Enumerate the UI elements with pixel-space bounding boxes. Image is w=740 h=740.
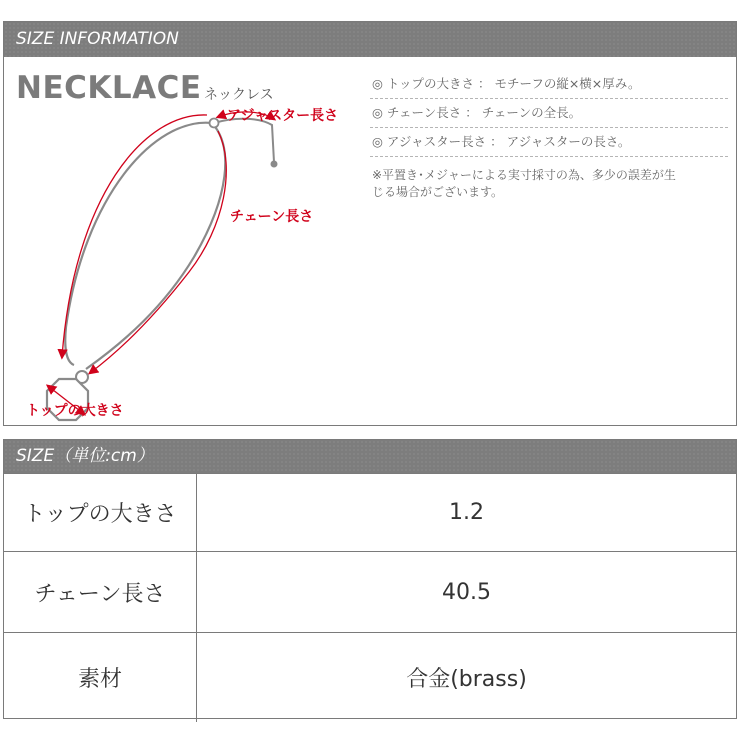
top-size-label: トップの大きさ: [26, 403, 124, 419]
size-information-panel: [3, 21, 737, 426]
disclaimer-line-1: ※平置き･メジャーによる実寸採寸の為、多少の誤差が生: [372, 168, 676, 182]
table-row: [4, 552, 736, 633]
row-value-top-size: 1.2: [197, 474, 737, 552]
row-label-chain-length: チェーン長さ: [4, 552, 197, 633]
size-information-header: SIZE INFORMATION: [4, 22, 736, 57]
chain-arrow-inner: [90, 131, 226, 373]
note-top-size: ◎ トップの大きさ ： モチーフの縦×横×厚み。: [370, 70, 728, 99]
chain-line-right: [86, 123, 225, 369]
notes-list: [370, 70, 728, 201]
chain-line: [65, 123, 212, 365]
table-row: [4, 633, 736, 723]
adjuster-end: [271, 161, 278, 168]
product-title: NECKLACE: [16, 70, 202, 106]
row-label-top-size: トップの大きさ: [4, 474, 197, 552]
note-adjuster-length: ◎ アジャスター長さ ： アジャスターの長さ。: [370, 128, 728, 157]
adjuster-ring: [210, 119, 219, 128]
size-table: [4, 473, 736, 722]
adjuster-length-label: アジャスター長さ: [227, 108, 339, 124]
row-value-chain-length: 40.5: [197, 552, 737, 633]
measurement-disclaimer: [370, 167, 728, 201]
row-label-material: 素材: [4, 633, 197, 723]
size-table-header: SIZE（単位:cm）: [4, 440, 736, 473]
note-chain-length: ◎ チェーン長さ ： チェーンの全長。: [370, 99, 728, 128]
row-value-material: 合金(brass): [197, 633, 737, 723]
chain-arrow-outer: [62, 115, 207, 357]
chain-length-label: チェーン長さ: [230, 209, 314, 225]
table-row: [4, 474, 736, 552]
product-subtitle: ネックレス: [204, 87, 274, 103]
size-table-panel: [3, 439, 737, 719]
disclaimer-line-2: じる場合がございます。: [372, 185, 504, 199]
